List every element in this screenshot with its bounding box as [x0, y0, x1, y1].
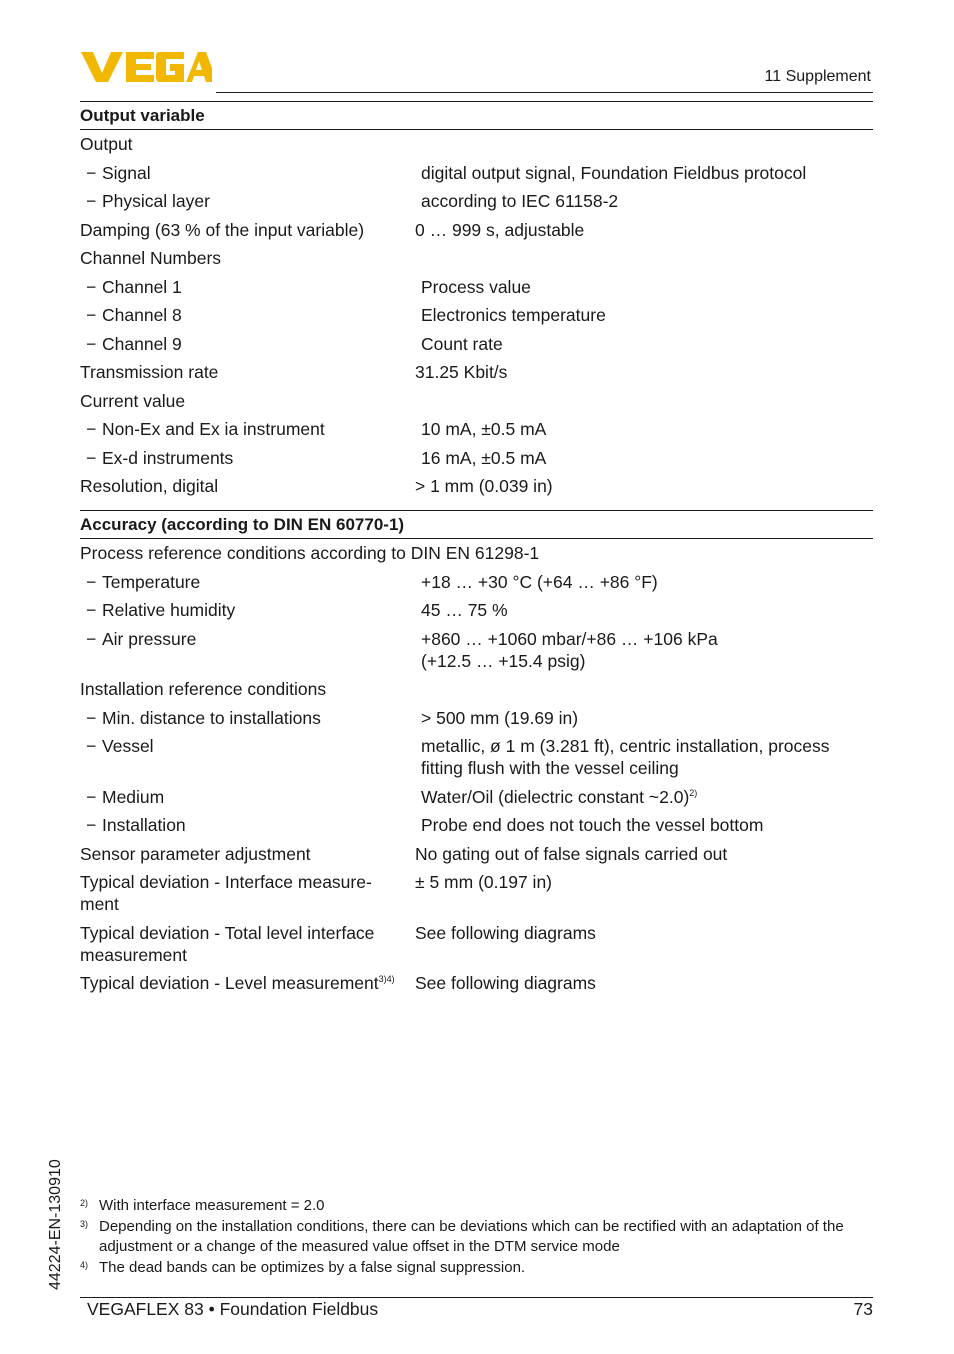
spec-row	[80, 972, 873, 994]
spec-label-text: Air pressure	[102, 628, 197, 649]
footnote	[80, 1258, 864, 1278]
spec-row	[80, 678, 873, 700]
spec-row	[80, 276, 873, 298]
spec-label-text: Channel 1	[102, 276, 182, 297]
spec-label	[80, 786, 421, 808]
spec-row	[80, 786, 873, 808]
spec-row	[80, 304, 873, 326]
spec-label-text: Vessel	[102, 736, 154, 756]
spec-row	[80, 922, 873, 966]
spec-row	[80, 843, 873, 865]
spec-label	[80, 735, 421, 779]
spec-row	[80, 162, 873, 184]
dash-bullet: −	[86, 786, 97, 807]
dash-bullet: −	[86, 419, 97, 439]
spec-label-text: Ex-d instruments	[102, 447, 234, 468]
spec-label-line: Typical deviation - Interface measure-	[80, 872, 372, 892]
dash-bullet: −	[86, 447, 97, 468]
footnote-text: Depending on the installation conditions, there can be deviations which can be rectified with an adaptation of the adjustment or a change of the measured value offset in the DTM service mode	[99, 1218, 844, 1255]
spec-label	[80, 162, 421, 184]
footer-rule	[80, 1297, 873, 1298]
spec-row	[80, 418, 873, 440]
spec-row	[80, 133, 873, 155]
spec-label-text: Min. distance to installations	[102, 707, 321, 728]
spec-label-line: Typical deviation - Total level interface	[80, 922, 375, 943]
footnote-number: 2)	[80, 1198, 89, 1208]
dash-bullet: −	[86, 600, 97, 620]
dash-bullet: −	[86, 571, 97, 592]
spec-label: Installation reference conditions	[80, 679, 327, 699]
spec-label: Transmission rate	[80, 362, 219, 382]
spec-value-line: (+12.5 … +15.4 psig)	[421, 650, 586, 671]
spec-label-text: Channel 8	[102, 305, 182, 325]
dash-bullet: −	[86, 815, 97, 835]
spec-label: Resolution, digital	[80, 476, 219, 496]
spec-label	[80, 333, 421, 355]
dash-bullet: −	[86, 736, 97, 756]
spec-label-text: Non-Ex and Ex ia instrument	[102, 419, 325, 439]
spec-value: See following diagrams	[415, 922, 596, 943]
spec-value: See following diagrams	[415, 973, 596, 993]
spec-row	[80, 247, 873, 269]
footnotes	[80, 1196, 864, 1279]
spec-value-line: fitting flush with the vessel ceiling	[421, 758, 679, 778]
footnote	[80, 1196, 864, 1216]
header-section-title: 11 Supplement	[764, 68, 871, 85]
dash-bullet: −	[86, 628, 97, 649]
vega-logo	[80, 50, 212, 84]
spec-label-text: Installation	[102, 815, 186, 835]
document-code: 44224-EN-130910	[47, 1159, 64, 1290]
spec-label-text: Typical deviation - Level measurement	[80, 973, 379, 993]
spec-row	[80, 390, 873, 412]
spec-label: Damping (63 % of the input variable)	[80, 219, 365, 240]
spec-value: > 1 mm (0.039 in)	[415, 476, 553, 496]
spec-value: No gating out of false signals carried out	[415, 843, 728, 864]
spec-value-text: Water/Oil (dielectric constant ~2.0)	[421, 786, 690, 807]
spec-label-text: Temperature	[102, 571, 201, 592]
spec-label-text: Signal	[102, 162, 151, 183]
spec-label: Channel Numbers	[80, 248, 222, 268]
spec-label	[80, 190, 421, 212]
dash-bullet: −	[86, 305, 97, 325]
spec-label	[80, 599, 421, 621]
spec-value: Count rate	[421, 333, 503, 354]
page-number: 73	[853, 1299, 873, 1319]
spec-label	[80, 814, 421, 836]
spec-label	[80, 922, 415, 966]
section-heading: Accuracy (according to DIN EN 60770-1)	[80, 510, 873, 539]
spec-row	[80, 542, 873, 564]
spec-label	[80, 972, 415, 994]
spec-value: 16 mA, ±0.5 mA	[421, 447, 547, 468]
footnote-ref: 3)4)	[378, 974, 395, 984]
spec-value	[421, 735, 873, 779]
spec-value: ± 5 mm (0.197 in)	[415, 872, 553, 892]
spec-row	[80, 871, 873, 915]
spec-row	[80, 333, 873, 355]
spec-row	[80, 599, 873, 621]
spec-value: 45 … 75 %	[421, 600, 508, 620]
spec-row	[80, 814, 873, 836]
spec-label: Current value	[80, 390, 186, 411]
spec-label	[80, 276, 421, 298]
footnote-number: 3)	[80, 1219, 89, 1229]
spec-label	[80, 707, 421, 729]
spec-value: 0 … 999 s, adjustable	[415, 219, 585, 240]
spec-value: Process value	[421, 276, 531, 297]
spec-value-line: +860 … +1060 mbar/+86 … +106 kPa	[421, 628, 718, 649]
spec-label	[80, 304, 421, 326]
footnote-number: 4)	[80, 1260, 89, 1270]
footer-product: VEGAFLEX 83 • Foundation Fieldbus	[87, 1299, 379, 1319]
footnote-text: With interface measurement = 2.0	[99, 1197, 325, 1214]
spec-value: 31.25 Kbit/s	[415, 362, 508, 382]
dash-bullet: −	[86, 276, 97, 297]
spec-value: 10 mA, ±0.5 mA	[421, 419, 547, 439]
spec-label	[80, 628, 421, 672]
spec-value: Probe end does not touch the vessel bottom	[421, 815, 764, 835]
spec-label	[80, 571, 421, 593]
spec-label-text: Medium	[102, 786, 165, 807]
dash-bullet: −	[86, 333, 97, 354]
spec-label-text: Physical layer	[102, 191, 210, 211]
spec-row	[80, 219, 873, 241]
spec-value: digital output signal, Foundation Fieldbus protocol	[421, 162, 807, 183]
spec-label: Sensor parameter adjustment	[80, 843, 311, 864]
spec-value-line: metallic, ø 1 m (3.281 ft), centric installation, process	[421, 736, 830, 756]
spec-label	[80, 418, 421, 440]
spec-label-text: Channel 9	[102, 333, 182, 354]
spec-label-line: ment	[80, 894, 119, 914]
dash-bullet: −	[86, 707, 97, 728]
spec-label-line: measurement	[80, 944, 187, 965]
spec-row	[80, 571, 873, 593]
spec-value: Electronics temperature	[421, 305, 606, 325]
spec-row	[80, 361, 873, 383]
spec-value: > 500 mm (19.69 in)	[421, 707, 579, 728]
spec-value: +18 … +30 °C (+64 … +86 °F)	[421, 571, 658, 592]
spec-label	[80, 871, 415, 915]
spec-row	[80, 735, 873, 779]
output-variable-section	[80, 101, 873, 497]
section-heading: Output variable	[80, 101, 873, 130]
dash-bullet: −	[86, 162, 97, 183]
accuracy-section	[80, 510, 873, 994]
header-rule	[216, 92, 873, 93]
spec-row	[80, 447, 873, 469]
footnote-text: The dead bands can be optimizes by a false signal suppression.	[99, 1259, 526, 1276]
spec-label-text: Relative humidity	[102, 600, 236, 620]
spec-row	[80, 475, 873, 497]
spec-row	[80, 707, 873, 729]
dash-bullet: −	[86, 191, 97, 211]
spec-value	[421, 786, 873, 808]
spec-row	[80, 190, 873, 212]
spec-value	[421, 628, 873, 672]
spec-label: Output	[80, 134, 133, 154]
footnote-ref: 2)	[689, 787, 698, 798]
spec-value: according to IEC 61158-2	[421, 191, 619, 211]
spec-label: Process reference conditions according to DIN EN 61298-1	[80, 543, 540, 563]
spec-label	[80, 447, 421, 469]
footnote	[80, 1217, 864, 1257]
spec-row	[80, 628, 873, 672]
